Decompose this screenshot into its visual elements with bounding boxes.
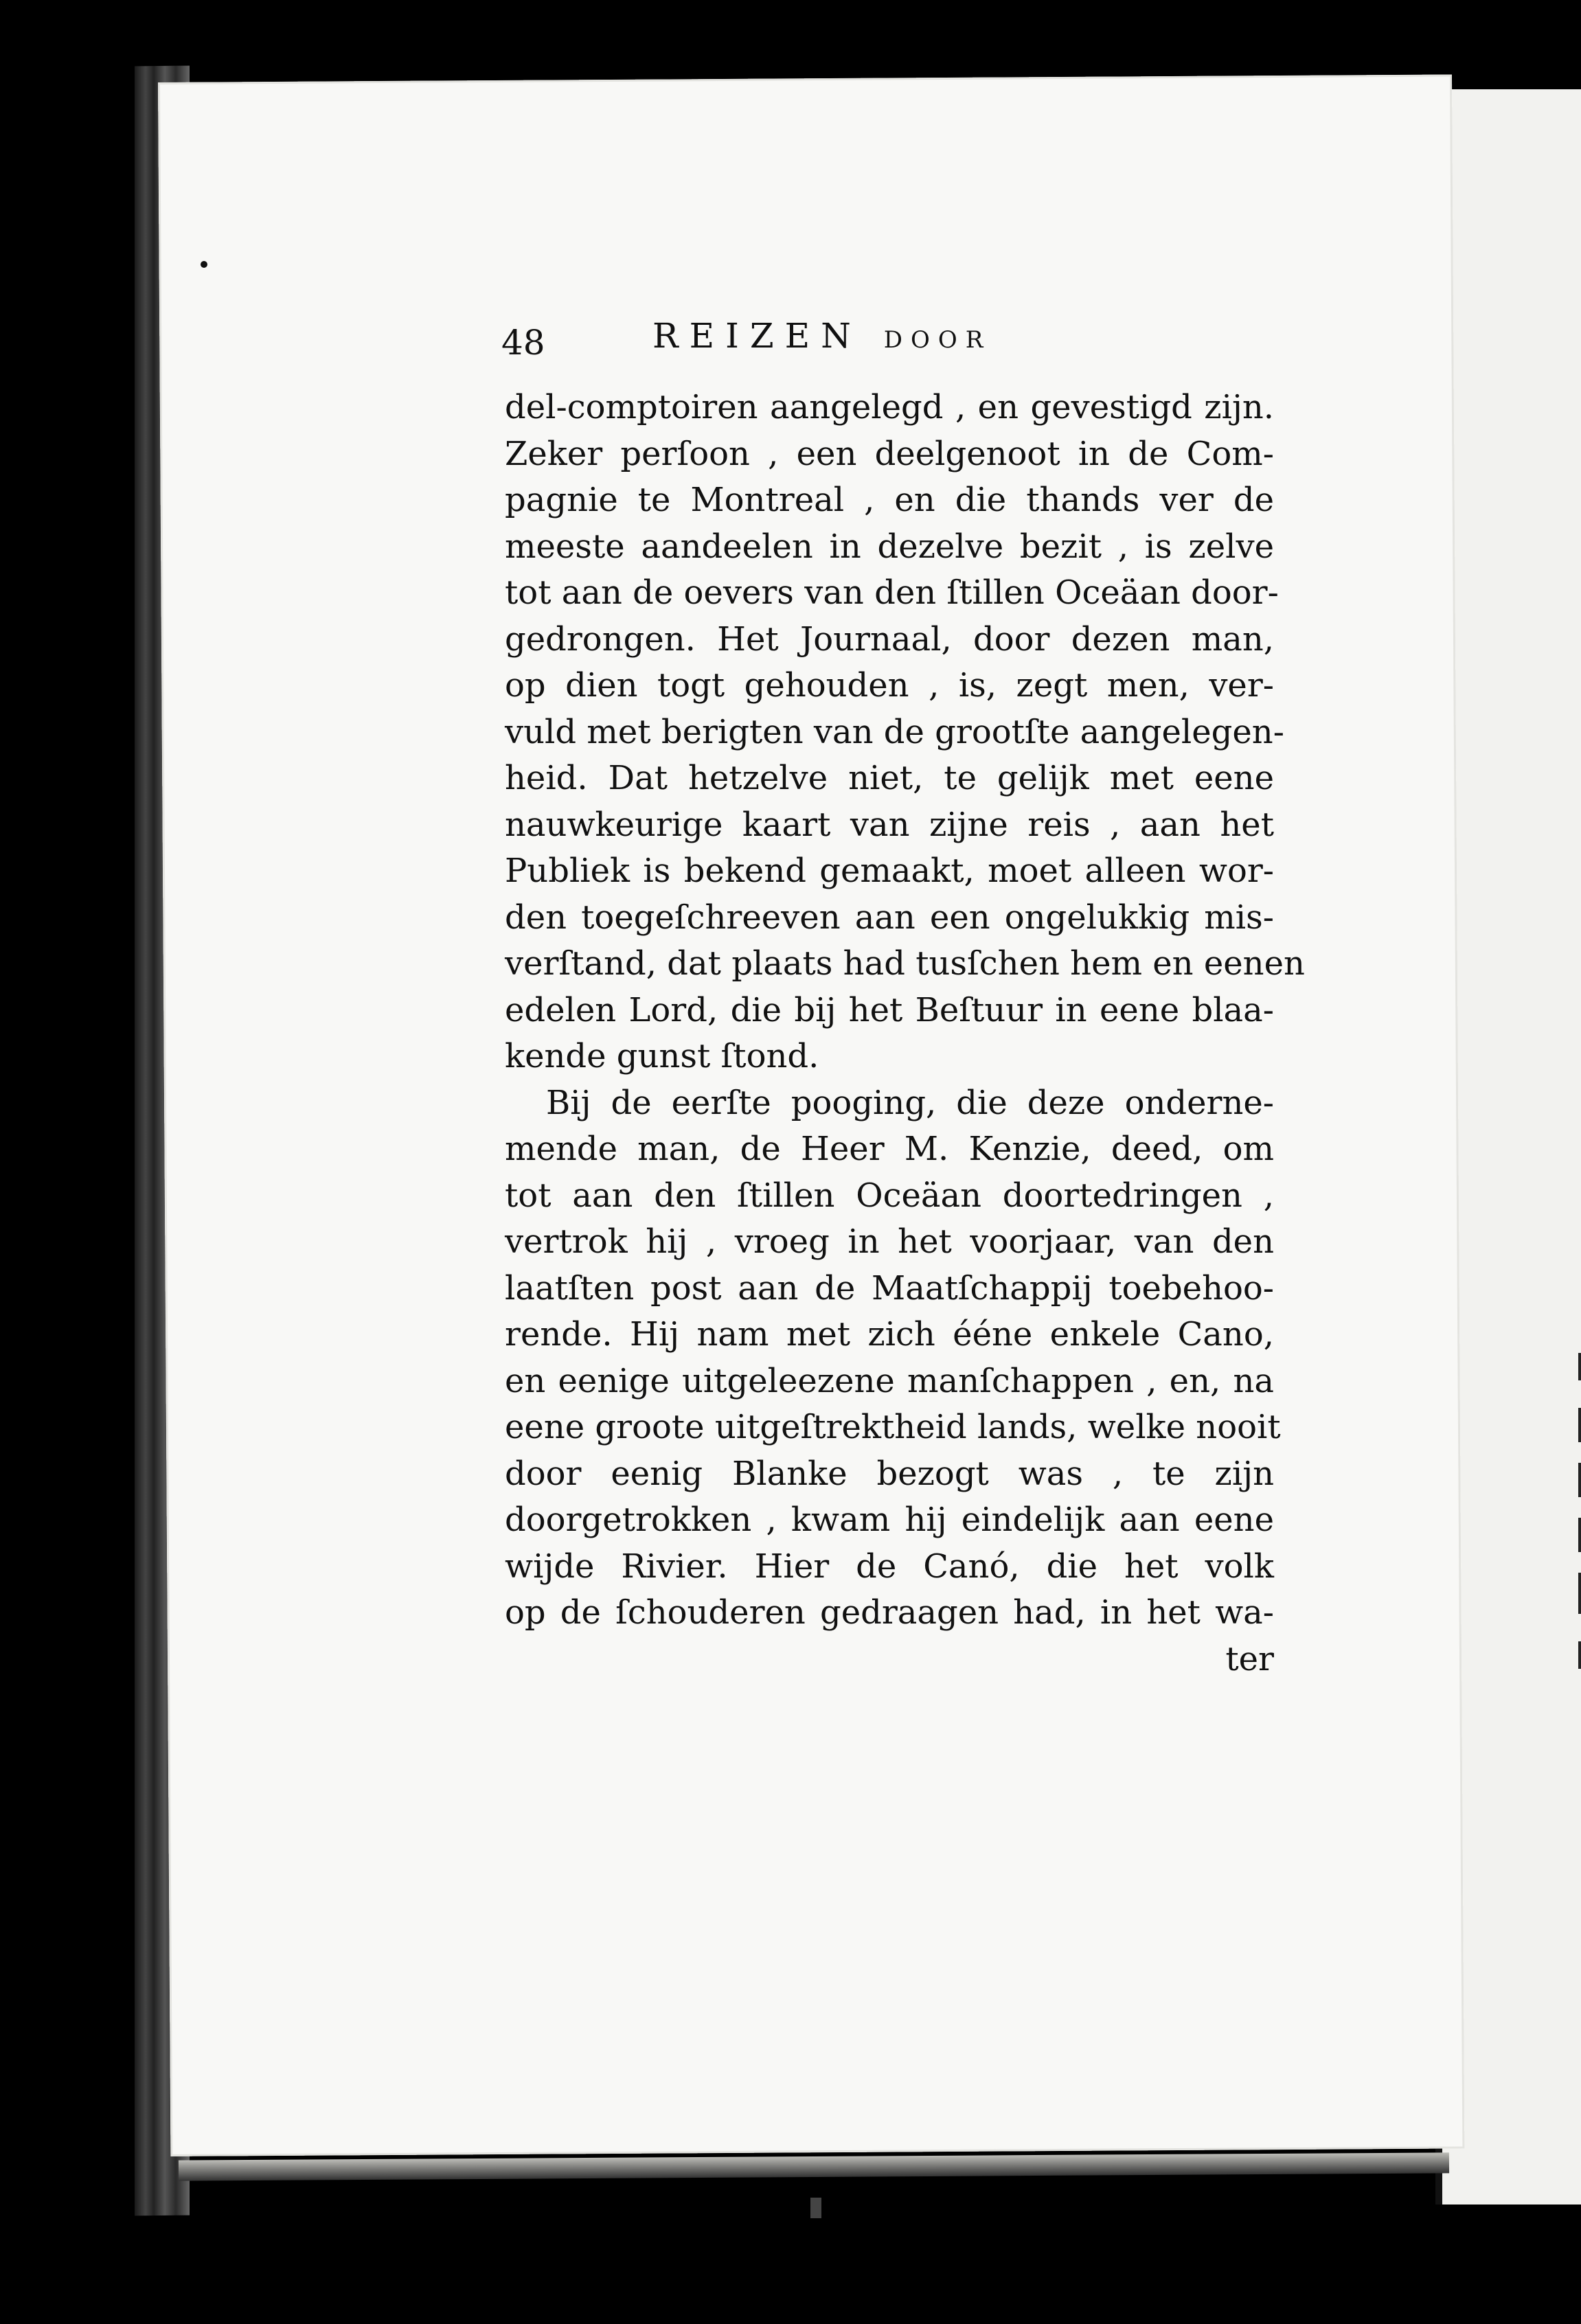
text-line: doorgetrokken , kwam hij eindelijk aan eene — [505, 1501, 1274, 1539]
catchword: ter — [1225, 1639, 1274, 1678]
body-text — [505, 385, 1305, 1683]
text-line: del-comptoiren aangelegd , en gevestigd zijn. — [505, 388, 1274, 426]
text-line: vertrok hij , vroeg in het voorjaar, van den — [505, 1222, 1274, 1261]
text-line: eene groote uitgeſtrektheid lands, welke nooit — [505, 1408, 1281, 1446]
page-header — [501, 316, 1319, 371]
page-bottom-edge — [179, 2152, 1449, 2180]
page-number: 48 — [501, 323, 545, 363]
running-head — [652, 316, 991, 356]
text-line: verſtand, dat plaats had tusſchen hem en eenen — [505, 944, 1305, 983]
paragraph-end-line: kende gunst ſtond. — [505, 1037, 819, 1075]
running-head-main: REIZEN — [652, 316, 862, 356]
text-line: laatſten post aan de Maatſchappij toebehoo- — [505, 1268, 1274, 1308]
margin-dot — [201, 261, 207, 268]
text-line: Zeker perſoon , een deelgenoot in de Com- — [505, 434, 1274, 473]
text-line: Publiek is bekend gemaakt, moet alleen wor- — [505, 852, 1274, 890]
text-line: en eenige uitgeleezene manſchappen , en, na — [505, 1361, 1274, 1400]
text-line: op de ſchouderen gedraagen had, in het wa- — [505, 1593, 1274, 1632]
text-line: tot aan den ſtillen Oceäan doortedringen , — [505, 1176, 1274, 1215]
running-head-small: DOOR — [883, 326, 992, 354]
text-line: tot aan de oevers van den ſtillen Oceäan door- — [505, 573, 1279, 612]
text-line: rende. Hij nam met zich ééne enkele Cano, — [505, 1315, 1274, 1354]
text-line: heid. Dat hetzelve niet, te gelijk met eene — [505, 759, 1274, 797]
text-line: gedrongen. Het Journaal, door dezen man, — [505, 619, 1274, 659]
text-line: pagnie te Montreal , en die thands ver de — [505, 481, 1274, 519]
text-line: edelen Lord, die bij het Beſtuur in eene blaa- — [505, 990, 1274, 1029]
text-line: mende man, de Heer M. Kenzie, deed, om — [505, 1130, 1274, 1168]
text-line: wijde Rivier. Hier de Canó, die het volk — [505, 1547, 1274, 1586]
text-line: meeste aandeelen in dezelve bezit , is zelve — [505, 527, 1274, 566]
text-line: nauwkeurige kaart van zijne reis , aan het — [505, 805, 1274, 844]
paragraph-start-line: Bij de eerſte pooging, die deze onderne- — [546, 1083, 1274, 1122]
text-line: vuld met berigten van de grootſte aangelegen- — [505, 712, 1284, 751]
text-line: op dien togt gehouden , is, zegt men, ver- — [505, 666, 1274, 705]
text-line: den toegeſchreeven aan een ongelukkig mis- — [505, 898, 1274, 937]
bleed-mark — [810, 2198, 821, 2218]
text-line: door eenig Blanke bezogt was , te zijn — [505, 1454, 1274, 1493]
